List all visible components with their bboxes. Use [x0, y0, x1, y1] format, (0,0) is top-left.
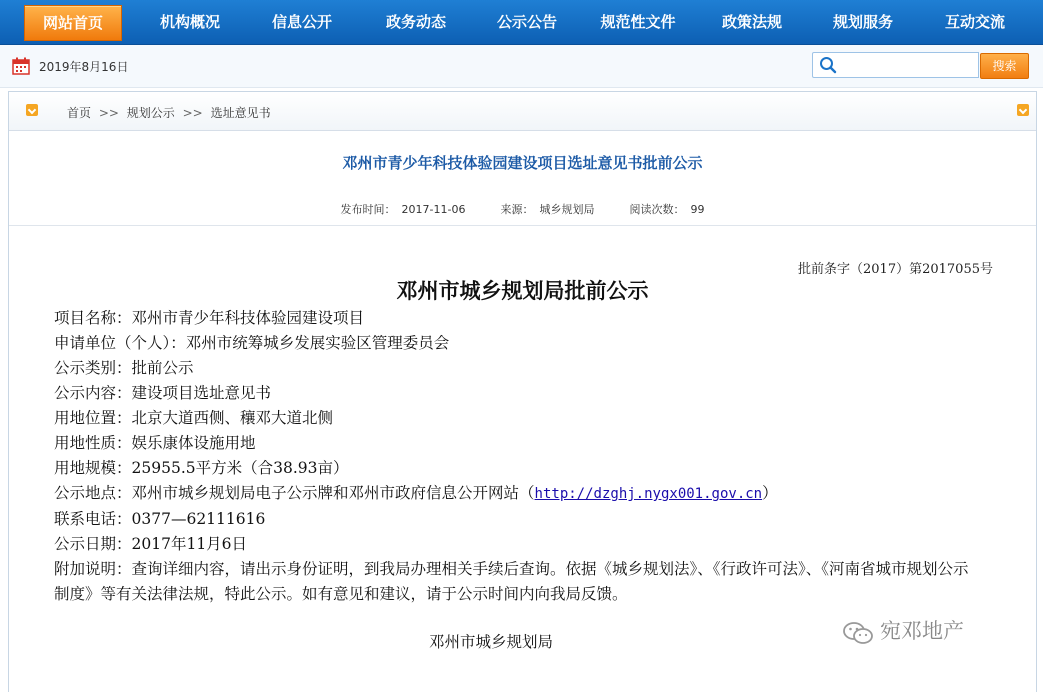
publish-label: 发布时间： — [340, 203, 396, 216]
nav-item-info[interactable]: 信息公开 — [271, 13, 332, 31]
location-label: 公示地点： — [54, 484, 132, 502]
nav-home-button[interactable]: 网站首页 — [24, 5, 122, 41]
field-row — [54, 381, 984, 406]
nav-item-about[interactable]: 机构概况 — [159, 13, 220, 31]
document-title: 邓州市城乡规划局批前公示 — [396, 278, 649, 303]
document-number: 批前条字（2017）第2017055号 — [798, 262, 993, 277]
location-value: 邓州市城乡规划局电子公示牌和邓州市政府信息公开网站（ — [131, 484, 535, 502]
field-row — [54, 331, 984, 356]
document-body — [54, 306, 984, 607]
current-date: 2019年8月16日 — [39, 60, 129, 74]
field-value: 邓州市统筹城乡发展实验区管理委员会 — [185, 334, 450, 352]
article-meta — [9, 201, 1036, 217]
breadcrumb-site-opinion[interactable]: 选址意见书 — [210, 106, 271, 120]
field-label: 用地规模： — [54, 459, 132, 477]
field-value: 娱乐康体设施用地 — [131, 434, 256, 452]
date-label: 公示日期： — [54, 535, 132, 553]
field-value: 邓州市青少年科技体验园建设项目 — [131, 309, 365, 327]
chevron-down-icon — [26, 104, 38, 116]
nav-item-documents[interactable]: 规范性文件 — [600, 13, 676, 31]
calendar-icon — [12, 57, 30, 75]
phone-label: 联系电话： — [54, 510, 132, 528]
breadcrumb — [9, 92, 1036, 131]
website-link[interactable]: http://dzghj.nygx001.gov.cn — [534, 486, 763, 502]
divider — [9, 225, 1036, 226]
field-value: 建设项目选址意见书 — [131, 384, 272, 402]
source-value: 城乡规划局 — [539, 203, 595, 216]
breadcrumb-separator: >> — [182, 106, 203, 120]
nav-item-policies[interactable]: 政策法规 — [721, 13, 782, 31]
phone-row — [54, 507, 984, 532]
nav-item-news[interactable]: 政务动态 — [385, 13, 446, 31]
signature: 邓州市城乡规划局 — [429, 633, 554, 651]
field-label: 项目名称： — [54, 309, 132, 327]
views-count: 99 — [690, 203, 705, 216]
field-label: 申请单位（个人）： — [54, 334, 186, 352]
field-label: 公示内容： — [54, 384, 132, 402]
publish-date: 2017-11-06 — [401, 203, 466, 216]
info-bar — [0, 45, 1043, 88]
breadcrumb-separator: >> — [98, 106, 119, 120]
field-label: 用地性质： — [54, 434, 132, 452]
nav-item-notices[interactable]: 公示公告 — [496, 13, 557, 31]
note-label: 附加说明： — [54, 560, 132, 578]
source-label: 来源： — [500, 203, 534, 216]
search-input[interactable] — [843, 55, 975, 75]
watermark-text: 宛邓地产 — [880, 619, 964, 643]
field-row — [54, 431, 984, 456]
field-row — [54, 306, 984, 331]
breadcrumb-home[interactable]: 首页 — [67, 106, 92, 120]
field-row — [54, 456, 984, 481]
article-frame — [8, 91, 1037, 692]
breadcrumb-planning-notices[interactable]: 规划公示 — [126, 106, 175, 120]
article-title: 邓州市青少年科技体验园建设项目选址意见书批前公示 — [342, 154, 703, 172]
nav-item-interaction[interactable]: 互动交流 — [944, 13, 1005, 31]
field-row — [54, 356, 984, 381]
breadcrumb-trail — [67, 104, 271, 121]
note-value: 查询详细内容，请出示身份证明，到我局办理相关手续后查询。依据《城乡规划法》、《行政许可法》、《河南省城市规划公示制度》等有关法律法规，特此公示。如有意见和建议，请于公示时间内向我局反馈。 — [54, 560, 969, 603]
field-label: 公示类别： — [54, 359, 132, 377]
field-value: 批前公示 — [131, 359, 194, 377]
wechat-icon — [842, 620, 874, 646]
field-value: 25955.5平方米（合38.93亩） — [131, 459, 349, 477]
location-row — [54, 481, 984, 507]
date-value: 2017年11月6日 — [131, 535, 248, 553]
field-label: 用地位置： — [54, 409, 132, 427]
phone-value: 0377—62111616 — [131, 510, 266, 528]
search-box[interactable] — [812, 52, 979, 78]
search-icon — [819, 56, 837, 74]
note-row — [54, 557, 984, 607]
views-label: 阅读次数： — [629, 203, 685, 216]
top-nav — [0, 0, 1043, 45]
location-close: ） — [762, 484, 778, 502]
field-row — [54, 406, 984, 431]
chevron-down-icon — [1017, 104, 1029, 116]
search-button[interactable]: 搜索 — [980, 53, 1029, 79]
nav-item-planning[interactable]: 规划服务 — [832, 13, 893, 31]
date-row — [54, 532, 984, 557]
field-value: 北京大道西侧、穰邓大道北侧 — [131, 409, 334, 427]
